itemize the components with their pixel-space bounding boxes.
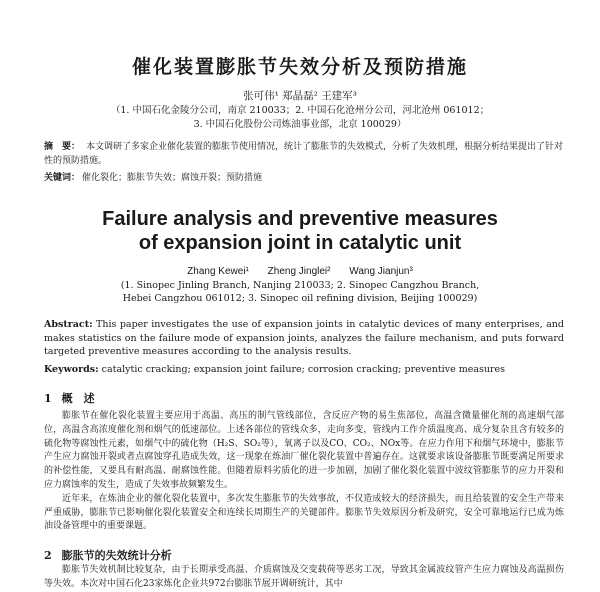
english-author-1: Zhang Kewei¹ xyxy=(187,266,249,277)
chinese-affiliation-line-2: 3. 中国石化股份公司炼油事业部，北京 100029） xyxy=(193,119,407,130)
chinese-abstract-text: 本文调研了多家企业催化装置的膨胀节使用情况，统计了膨胀节的失效模式，分析了失效机理，根据分析结果提出了针对性的预防措施。 xyxy=(44,142,564,166)
english-author-2: Zheng Jinglei² xyxy=(267,266,331,277)
english-title-line-2: of expansion joint in catalytic unit xyxy=(138,232,462,254)
chinese-keywords-text: 催化裂化；膨胀节失效；腐蚀开裂；预防措施 xyxy=(82,173,263,183)
chinese-title: 催化装置膨胀节失效分析及预防措施 xyxy=(131,56,468,78)
chinese-authors: 张可伟¹ 郑晶磊² 王建军³ xyxy=(243,90,357,102)
section-2-heading xyxy=(44,547,172,563)
english-authors xyxy=(0,266,600,277)
section-1-paragraph-1: 膨胀节在催化裂化装置主要应用于高温、高压的制气管线部位，含反应产物的易生焦部位，高温含微量催化剂的高速烟气部位，高温含高浓度催化剂和烟气的低速部位。上述各部位的管线众多，走向多变，管线内工作介质温度高、成分复杂且含有较多的硫化物等腐蚀性元素，如烟气中的硫化物（H₂S、SO₂等），氧离子以及CO、CO₂、NOx等。在应力作用下和烟气环境中，膨胀节产生应力腐蚀开裂或者点腐蚀穿孔造成失效，这一现象在炼油厂催化裂化装置中普遍存在。这就要求该设备膨胀节既要满足所要求的补偿性能，又要具有耐高温、耐腐蚀性能。但随着原料劣质化的进一步加剧，加剧了催化裂化装置中波纹管膨胀节的应力开裂和应力腐蚀率的发生，造成了失效事故频繁发生。 xyxy=(44,411,564,490)
english-abstract-text: This paper investigates the use of expansion joints in catalytic devices of many enterprises, and makes statistics on the failure mode of expansion joints, analyzes the failure mechanism, and puts forward targeted preventive measures according to the analysis results. xyxy=(44,319,564,357)
english-abstract-label: Abstract: xyxy=(44,319,93,330)
chinese-keywords xyxy=(44,170,564,183)
english-affiliation-line-1: (1. Sinopec Jinling Branch, Nanjing 210033; 2. Sinopec Cangzhou Branch, xyxy=(120,280,480,291)
section-1-body xyxy=(44,410,564,534)
english-keywords xyxy=(44,364,564,375)
section-1-paragraph-2: 近年来，在炼油企业的催化裂化装置中，多次发生膨胀节的失效事故，不仅造成较大的经济损失，而且给装置的安全生产带来严重威胁，膨胀节已影响催化裂化装置安全和连续长周期生产的关键部件。膨胀节失效原因分析及研究，安全可靠地运行已成为炼油设备管理中的重要课题。 xyxy=(44,493,564,532)
english-author-3: Wang Jianjun³ xyxy=(349,266,413,277)
section-2-number: 2 xyxy=(44,549,52,562)
english-title-line-1: Failure analysis and preventive measures xyxy=(102,208,498,230)
chinese-abstract xyxy=(44,140,564,168)
english-affiliation-line-2: Hebei Cangzhou 061012; 3. Sinopec oil refining division, Beijing 100029) xyxy=(122,293,478,304)
chinese-affiliation-line-1: （1. 中国石化金陵分公司，南京 210033；2. 中国石化沧州分公司，河北沧州 061012； xyxy=(110,105,490,116)
section-2-body xyxy=(44,564,564,592)
english-keywords-text: catalytic cracking; expansion joint failure; corrosion cracking; preventive measures xyxy=(98,364,506,375)
english-abstract xyxy=(44,318,564,359)
section-2-paragraph-1: 膨胀节失效机制比较复杂，由于长期承受高温、介质腐蚀及交变载荷等恶劣工况，导致其金属波纹管产生应力腐蚀及高温损伤等失效。本次对中国石化23家炼化企业共972台膨胀节展开调研统计，其中 xyxy=(44,565,564,589)
section-1-title: 概 述 xyxy=(61,392,95,405)
section-1-heading xyxy=(44,390,95,406)
english-keywords-label: Keywords: xyxy=(44,364,99,375)
section-1-number: 1 xyxy=(44,392,52,405)
chinese-abstract-label: 摘 要： xyxy=(44,142,81,152)
chinese-keywords-label: 关键词： xyxy=(44,173,81,183)
section-2-title: 膨胀节的失效统计分析 xyxy=(61,549,172,562)
